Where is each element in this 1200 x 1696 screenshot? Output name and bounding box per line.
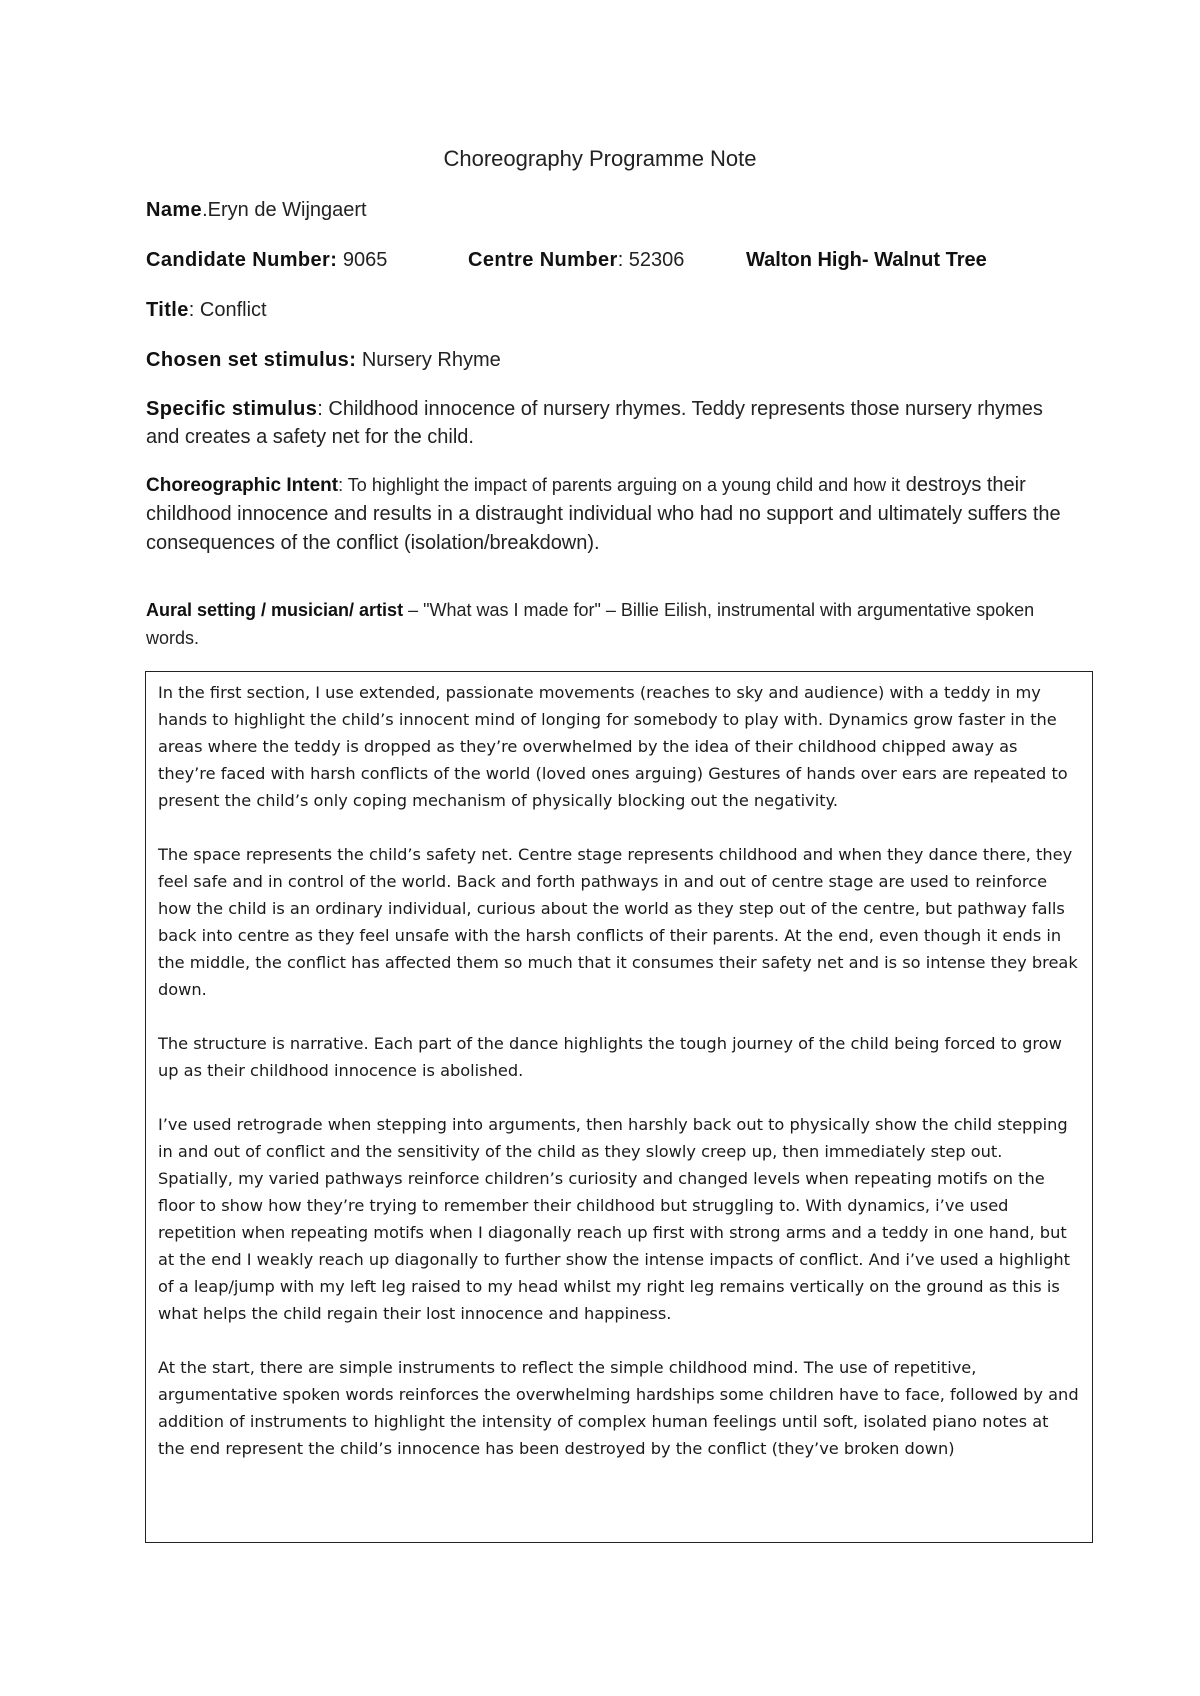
aural-setting (146, 596, 1076, 652)
candidate-number (146, 249, 387, 272)
centre-number (468, 249, 684, 272)
intent-label: Choreographic Intent (146, 475, 339, 496)
aural-value: – "What was I made for" – Billie Eilish, instrumental with argumentative spoken words. (146, 600, 1035, 648)
aural-label: Aural setting / musician/ artist (146, 600, 404, 620)
stimulus-field (146, 349, 501, 372)
specific-stimulus (146, 395, 1076, 451)
name-field (146, 199, 367, 222)
stimulus-value: Nursery Rhyme (356, 349, 501, 371)
box-paragraph-section: In the first section, I use extended, passionate movements (reaches to sky and audience) with a teddy in my hands to highlight the child’s innocent mind of longing for somebody to play with. Dynamics grow faster in the areas where the teddy is dropped as they’re overwhelmed by the idea of their childhood chipped away as they’re faced with harsh conflicts of the world (loved ones arguing) Gestures of hands over ears are repeated to present the child’s only coping mechanism of physically blocking out the negativity. (158, 683, 1068, 810)
centre-value: : 52306 (617, 249, 685, 271)
box-paragraph-devices: I’ve used retrograde when stepping into arguments, then harshly back out to physically show the child stepping in and out of conflict and the sensitivity of the child as they slowly creep up, then immediately step out. Spatially, my varied pathways reinforce children’s curiosity and changed levels when repeating motifs on the floor to show how they’re trying to remember their childhood but struggling to. With dynamics, i’ve used repetition when repeating motifs when I diagonally reach up first with strong arms and a teddy in one hand, but at the end I weakly reach up diagonally to further show the intense impacts of conflict. And i’ve used a highlight of a leap/jump with my left leg raised to my head whilst my right leg remains vertically on the ground as this is what helps the child regain their lost innocence and happiness. (158, 1115, 1070, 1323)
intent-rest: destroys their childhood innocence and results in a distraught individual who had no support and ultimately suffers the consequences of the conflict (isolation/breakdown). (146, 474, 1061, 554)
specific-label: Specific stimulus (146, 398, 318, 420)
choreographic-intent (146, 471, 1076, 558)
title-field (146, 299, 267, 322)
specific-value: : Childhood innocence of nursery rhymes. Teddy represents those nursery rhymes and creates a safety net for the child. (146, 398, 1043, 448)
title-value: : Conflict (188, 299, 267, 321)
school-name: Walton High- Walnut Tree (746, 249, 987, 271)
intent-lead: : To highlight the impact of parents arguing on a young child and how it (338, 475, 901, 495)
box-paragraph-space: The space represents the child’s safety net. Centre stage represents childhood and when they dance there, they feel safe and in control of the world. Back and forth pathways in and out of centre stage are used to reinforce how the child is an ordinary individual, curious about the world as they step out of the centre, but pathway falls back into centre as they feel unsafe with the harsh conflicts of their parents. At the end, even though it ends in the middle, the conflict has affected them so much that it consumes their safety net and is so intense they break down. (158, 845, 1078, 999)
centre-label: Centre Number (468, 249, 618, 271)
candidate-label: Candidate Number: (146, 249, 338, 271)
stimulus-label: Chosen set stimulus: (146, 349, 357, 371)
name-value: .Eryn de Wijngaert (202, 199, 367, 221)
description-box (145, 671, 1093, 1543)
box-paragraph-music: At the start, there are simple instruments to reflect the simple childhood mind. The use of repetitive, argumentative spoken words reinforces the overwhelming hardships some children have to face, followed by and addition of instruments to highlight the intensity of complex human feelings until soft, isolated piano notes at the end represent the child’s innocence has been destroyed by the conflict (they’ve broken down) (158, 1358, 1079, 1458)
candidate-value: 9065 (337, 249, 388, 271)
title-label: Title (146, 299, 189, 321)
name-label: Name (146, 199, 203, 221)
box-paragraph-structure: The structure is narrative. Each part of the dance highlights the tough journey of the child being forced to grow up as their childhood innocence is abolished. (158, 1034, 1062, 1080)
page-title: Choreography Programme Note (443, 146, 757, 171)
candidate-row (146, 249, 987, 272)
